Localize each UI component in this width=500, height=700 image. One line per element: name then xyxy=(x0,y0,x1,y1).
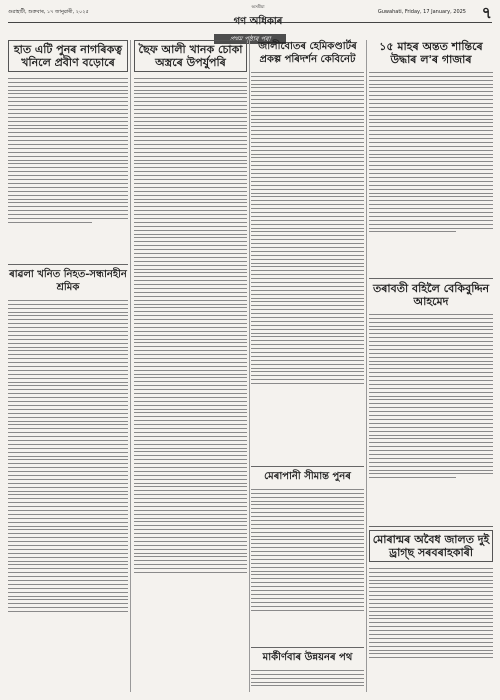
article-col4-top xyxy=(369,40,493,66)
section-banner-label: প্ৰথম পৃষ্ঠাৰ পৰা xyxy=(214,34,287,44)
headline: হাত এটি পুনৰ নাগৰিকত্ব খনিলে প্ৰবীণ বড়োৰে xyxy=(13,43,123,69)
article-col4-bottom xyxy=(369,530,493,562)
body-text xyxy=(134,75,247,687)
article-col3-top xyxy=(251,40,364,66)
column-divider xyxy=(249,40,250,692)
article-col1-top xyxy=(8,40,128,72)
body-text xyxy=(8,75,128,261)
article-col3-mid xyxy=(251,470,364,483)
paper-super-text: অসমীয়া xyxy=(251,4,265,9)
body-text xyxy=(251,69,364,463)
paper-name: গণ অধিকাৰ xyxy=(233,16,283,27)
headline: মাৰ্কীৰ্ণবাৰ উন্নয়নৰ পথ xyxy=(262,652,353,663)
column-1 xyxy=(8,40,128,687)
headline: ছৈফ আলী খানক চোকা অস্ত্ৰৰে উপৰ্যুপৰি xyxy=(138,43,243,69)
headline: ১৫ মাহৰ অন্তত শান্তিৰে উদ্ধাৰ ল'ৰ গাজাৰ xyxy=(379,40,483,66)
body-text xyxy=(369,311,493,523)
column-2 xyxy=(134,40,247,687)
column-divider xyxy=(130,40,131,692)
masthead-date-english: Guwahati, Friday, 17 January, 2025 xyxy=(377,9,466,15)
headline: মেৰাপানী সীমান্ত পুনৰ xyxy=(264,471,351,482)
headline: জালীবোতৰ হেমিকণ্ডাৰ্টৰ প্ৰকল্প পৰিদৰ্শন কেবিনেট xyxy=(258,41,357,65)
article-col3-bottom xyxy=(251,651,364,664)
masthead-logo xyxy=(208,5,308,28)
masthead-date-assamese: গুৱাহাটী, শুক্ৰবাৰ, ১৭ জানুৱাৰী, ২০২৫ xyxy=(8,9,89,15)
masthead xyxy=(8,3,492,27)
column-divider xyxy=(366,40,367,692)
column-4 xyxy=(369,40,493,683)
body-text xyxy=(251,667,364,691)
body-text xyxy=(369,565,493,683)
section-banner xyxy=(8,26,492,43)
headline: মোৰান্মৰ অবৈধ জালত দুই ড্ৰাগ্‌ছ সৰবৰাহকাৰী xyxy=(372,533,490,559)
page-number: ৭ xyxy=(481,3,492,22)
article-col4-mid xyxy=(369,282,493,308)
article-col2-top xyxy=(134,40,247,72)
body-text xyxy=(369,69,493,275)
column-3 xyxy=(251,40,364,691)
body-text xyxy=(251,486,364,644)
article-col1-mid xyxy=(8,268,128,294)
body-text xyxy=(8,297,128,687)
headline: তৰাবতী বহিলৈ বেকিবুদ্দিন আহমেদ xyxy=(372,282,490,308)
headline: ৰাৱলা খনিত নিহত-সন্ধানহীন শ্ৰমিক xyxy=(9,269,127,293)
